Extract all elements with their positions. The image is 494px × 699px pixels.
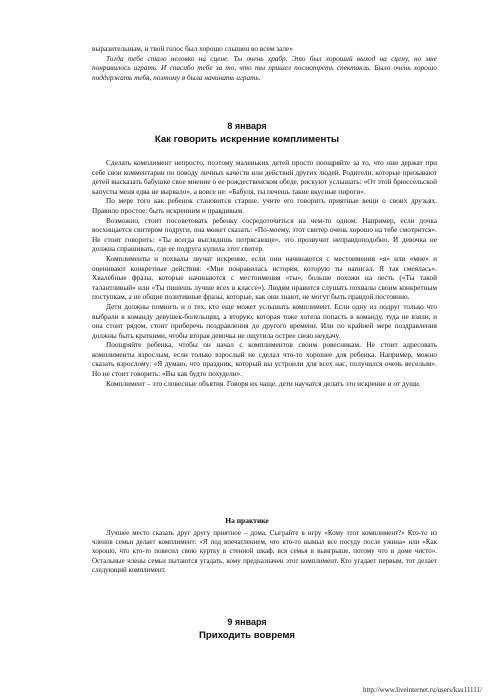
section1-title: Как говорить искренние комплименты xyxy=(154,134,340,145)
section1-paragraph: Дети должны помнить и о тех, кто еще может услышать комплимент. Если одну из подруг только что выбрали в команду девушек-болельщиц, а вторую, которая тоже хотела попасть в команду, туда не взяли, и она стоит рядом, стоит приберечь поздравления до другого времени. Или по крайней мере поздравления должны быть краткими, чтобы вторая девочка не ощутила острее свою неудачу. xyxy=(92,301,437,340)
section1-paragraph: Комплименты и похвалы звучат искренне, если они начинаются с местоимения «я» или «мне» и оценивают конкретные действия: «Мне понравилась история, которую ты написал. Я так смеялась». Хвалебные фразы, которые начинаются с местоимения «ты», больше похожи на лесть («Ты такой талантливый» или «Ты пишешь лучше всех в классе»). Людям нравится слушать похвалы своим конкретным поступкам, а не общие позитивные фразы, которые, как они знают, не могут быть правдой постоянно. xyxy=(92,253,437,302)
practice-body xyxy=(92,529,437,575)
practice-paragraph: Лучшее место сказать друг другу приятное – дома. Сыграйте в игру «Кому этот комплимент?» Кто-то из членов семьи делает комплимент: «Я под впечатлением, что кто-то вымыл все посуду после ужина» или «Как хорошо, что кто-то повесил свою куртку в стенной шкаф, вся семья в выигрыше, потому что в доме чисто». Остальные члены семьи пытаются угадать, кому предназначен этот комплимент. Кто угадает первым, тот делает следующий комплимент. xyxy=(92,529,437,574)
section1-body xyxy=(92,158,437,388)
section1-date: 8 января xyxy=(227,121,267,131)
footer-url: http://www.liveinternet.ru/users/ksu11111/ xyxy=(362,686,482,694)
top-paragraph-1: выразительным, и твой голос был хорошо слышен во всем зале» xyxy=(92,44,293,53)
section1-paragraph: Поощряйте ребенка, чтобы он начал с комплиментов своим ровесникам. Не стоит адресовать комплименты взрослым, если только взрослый не сделал что-то хорошее для ребенка. Например, можно сказать взрослому: «Я думаю, что праздник, который вы устроили для всех нас, получился очень веселым». Но не стоит говорить: «Вы как будто похудели». xyxy=(92,340,437,379)
section1-paragraph: Комплимент – это словесные объятия. Говоря их чаще, дети научатся делать это искренне и от души. xyxy=(106,378,421,388)
section2-date: 9 января xyxy=(227,617,267,627)
top-paragraph-2: Тогда тебе стало неловко на сцене. Ты очень храбр. Это был хороший выход на сцену, но мне понравилось играть. И спасибо тебе за то, что ты пришел посмотреть спектакль. Было очень хорошо поддержать тебя, поэтому я была начинать играть. xyxy=(92,53,437,82)
section1-paragraph: Сделать комплимент непросто, поэтому маленьких детей просто поощряйте за то, что они держат при себе свои комментарии по поводу личных качеств или действий других людей. Родители, которые призывают детей высказать бабушке свое мнение о ее рождественском обеде, рискуют услышать: «От этой брюссельской капусты меня едва не вырвало», а вовсе не: «Бабуля, ты печешь такие вкусные пироги». xyxy=(92,158,437,196)
top-text-block xyxy=(92,44,437,82)
practice-heading: На практике xyxy=(225,516,269,525)
section1-paragraph: Возможно, стоит посоветовать ребенку сосредоточиться на чем-то одном. Например, если дочка восхищается свитером подруги, она может сказать: «По-моему, этот свитер очень хорошо на тебе смотрится». Не стоит говорить: «Ты всегда выглядишь потрясающе», это прозвучит неправдоподобно. И девочка не должна спрашивать, где ее подруга купила этот свитер. xyxy=(92,215,437,254)
section2-title: Приходить вовремя xyxy=(198,630,296,641)
section1-paragraph: По мере того как ребенок становится старше, учите его говорить приятные вещи о своих друзьях. Правило простое: быть искренним и правдивым. xyxy=(92,196,437,215)
